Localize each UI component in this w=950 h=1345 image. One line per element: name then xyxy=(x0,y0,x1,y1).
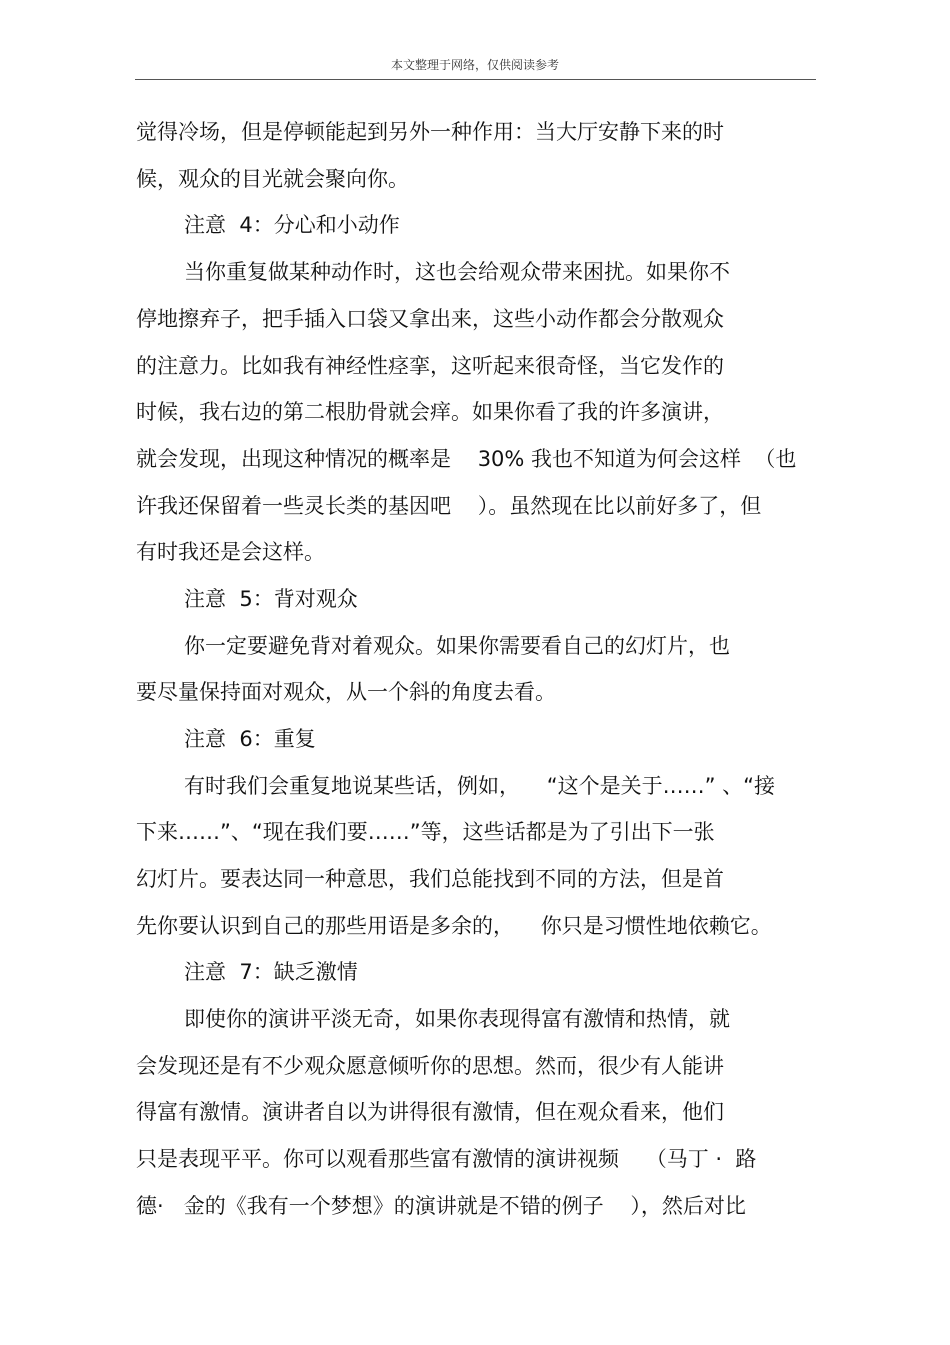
text-line: 觉得冷场，但是停顿能起到另外一种作用：当大厅安静下来的时 xyxy=(136,120,724,144)
text-line: 停地擦弃子，把手插入口袋又拿出来，这些小动作都会分散观众 xyxy=(136,307,724,331)
text-line: 有时我还是会这样。 xyxy=(136,540,325,564)
text-line: 就会发现，出现这种情况的概率是 30% 我也不知道为何会这样 （也 xyxy=(136,447,797,471)
text-line: 要尽量保持面对观众，从一个斜的角度去看。 xyxy=(136,680,556,704)
text-line: 德· 金的《我有一个梦想》的演讲就是不错的例子 ），然后对比 xyxy=(136,1194,746,1218)
text-line: 先你要认识到自己的那些用语是多余的， 你只是习惯性地依赖它。 xyxy=(136,914,772,938)
text-line: 会发现还是有不少观众愿意倾听你的思想。然而，很少有人能讲 xyxy=(136,1054,724,1078)
header-divider xyxy=(135,79,816,80)
section-heading-4: 注意 4：分心和小动作 xyxy=(184,213,400,237)
text-line: 许我还保留着一些灵长类的基因吧 ）。虽然现在比以前好多了，但 xyxy=(136,494,762,518)
text-line: 只是表现平平。你可以观看那些富有激情的演讲视频 （马丁 · 路 xyxy=(136,1147,757,1171)
text-line: 下来……”、“现在我们要……”等，这些话都是为了引出下一张 xyxy=(136,820,715,844)
text-line: 当你重复做某种动作时，这也会给观众带来困扰。如果你不 xyxy=(184,260,730,284)
section-heading-7: 注意 7：缺乏激情 xyxy=(184,960,358,984)
section-heading-5: 注意 5：背对观众 xyxy=(184,587,358,611)
text-line: 即使你的演讲平淡无奇，如果你表现得富有激情和热情，就 xyxy=(184,1007,730,1031)
text-line: 你一定要避免背对着观众。如果你需要看自己的幻灯片，也 xyxy=(184,634,730,658)
text-line: 幻灯片。要表达同一种意思，我们总能找到不同的方法，但是首 xyxy=(136,867,724,891)
section-heading-6: 注意 6：重复 xyxy=(184,727,316,751)
text-line: 时候，我右边的第二根肋骨就会痒。如果你看了我的许多演讲， xyxy=(136,400,724,424)
page-header: 本文整理于网络，仅供阅读参考 xyxy=(390,58,559,72)
text-line: 得富有激情。演讲者自以为讲得很有激情，但在观众看来，他们 xyxy=(136,1100,724,1124)
text-line: 有时我们会重复地说某些话，例如， “这个是关于……” 、“接 xyxy=(184,774,776,798)
text-line: 候，观众的目光就会聚向你。 xyxy=(136,167,409,191)
text-line: 的注意力。比如我有神经性痉挛，这听起来很奇怪，当它发作的 xyxy=(136,354,724,378)
